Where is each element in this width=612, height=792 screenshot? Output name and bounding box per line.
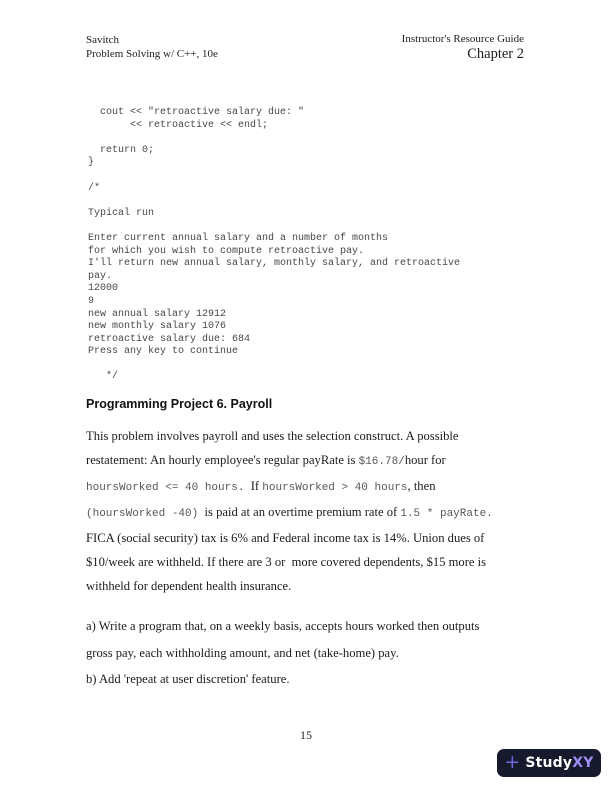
text-run: , then — [407, 479, 436, 493]
text-run: gross pay, each withholding amount, and net (take-home) pay. — [86, 645, 399, 660]
text-run: is paid at an overtime premium rate of — [198, 505, 401, 519]
text-line — [86, 550, 493, 574]
text-line — [86, 666, 479, 693]
text-run: withheld for dependent health insurance. — [86, 579, 292, 593]
studyxy-badge[interactable] — [497, 749, 601, 777]
section-paragraph — [86, 424, 493, 598]
plus-icon: + — [504, 750, 521, 773]
text-line — [86, 424, 493, 448]
page-number: 15 — [300, 728, 312, 742]
text-line — [86, 500, 493, 526]
text-line — [86, 448, 493, 474]
text-run: restatement: An hourly employee's regular payRate is — [86, 453, 359, 467]
inline-code: hoursWorked > 40 hours — [262, 482, 408, 494]
header-left — [86, 33, 218, 61]
text-line — [86, 640, 479, 667]
tasks-paragraph — [86, 613, 479, 693]
text-line — [86, 474, 493, 500]
brand-name-accent: XY — [572, 755, 594, 771]
header-chapter: Chapter 2 — [467, 46, 524, 62]
text-line — [86, 574, 493, 598]
inline-code: $16.78/ — [358, 456, 405, 468]
text-run: a) Write a program that, on a weekly basis, accepts hours worked then outputs — [86, 619, 480, 633]
header-guide-title: Instructor's Resource Guide — [401, 33, 524, 45]
text-run: b) Add 'repeat at user discretion' feature. — [86, 672, 290, 686]
text-line — [86, 526, 493, 550]
text-run: $10/week are withheld. If there are 3 or more covered dependents, $15 more is — [86, 555, 487, 569]
header-right — [402, 33, 524, 63]
header-author: Savitch — [86, 34, 119, 46]
brand-name-primary: Study — [525, 755, 573, 771]
inline-code: (hoursWorked -40) — [86, 508, 199, 520]
header-book-title: Problem Solving w/ C++, 10e — [86, 48, 218, 60]
inline-code: 1.5 * payRate. — [400, 508, 493, 520]
section-heading: Programming Project 6. Payroll — [86, 397, 273, 411]
text-run: hour for — [404, 453, 446, 467]
text-run: FICA (social security) tax is 6% and Federal income tax is 14%. Union dues of — [86, 531, 485, 545]
text-run: This problem involves payroll and uses the selection construct. A possible — [86, 429, 459, 443]
inline-code: hoursWorked <= 40 hours. — [86, 482, 245, 494]
text-run: If — [244, 479, 263, 493]
code-block: cout << "retroactive salary due: " << retroactive << endl; return 0; } /* Typical run Enter current annual salary and a number of months for which you wish to compute retroactive pay. I'll return new annual salary, monthly salary, and retroactive pay. 12000 9 new annual salary 12912 new monthly salary 1076 retroactive salary due: 684 Press any key to continue */ — [88, 107, 461, 383]
page-header — [86, 33, 524, 63]
text-line — [86, 613, 479, 640]
